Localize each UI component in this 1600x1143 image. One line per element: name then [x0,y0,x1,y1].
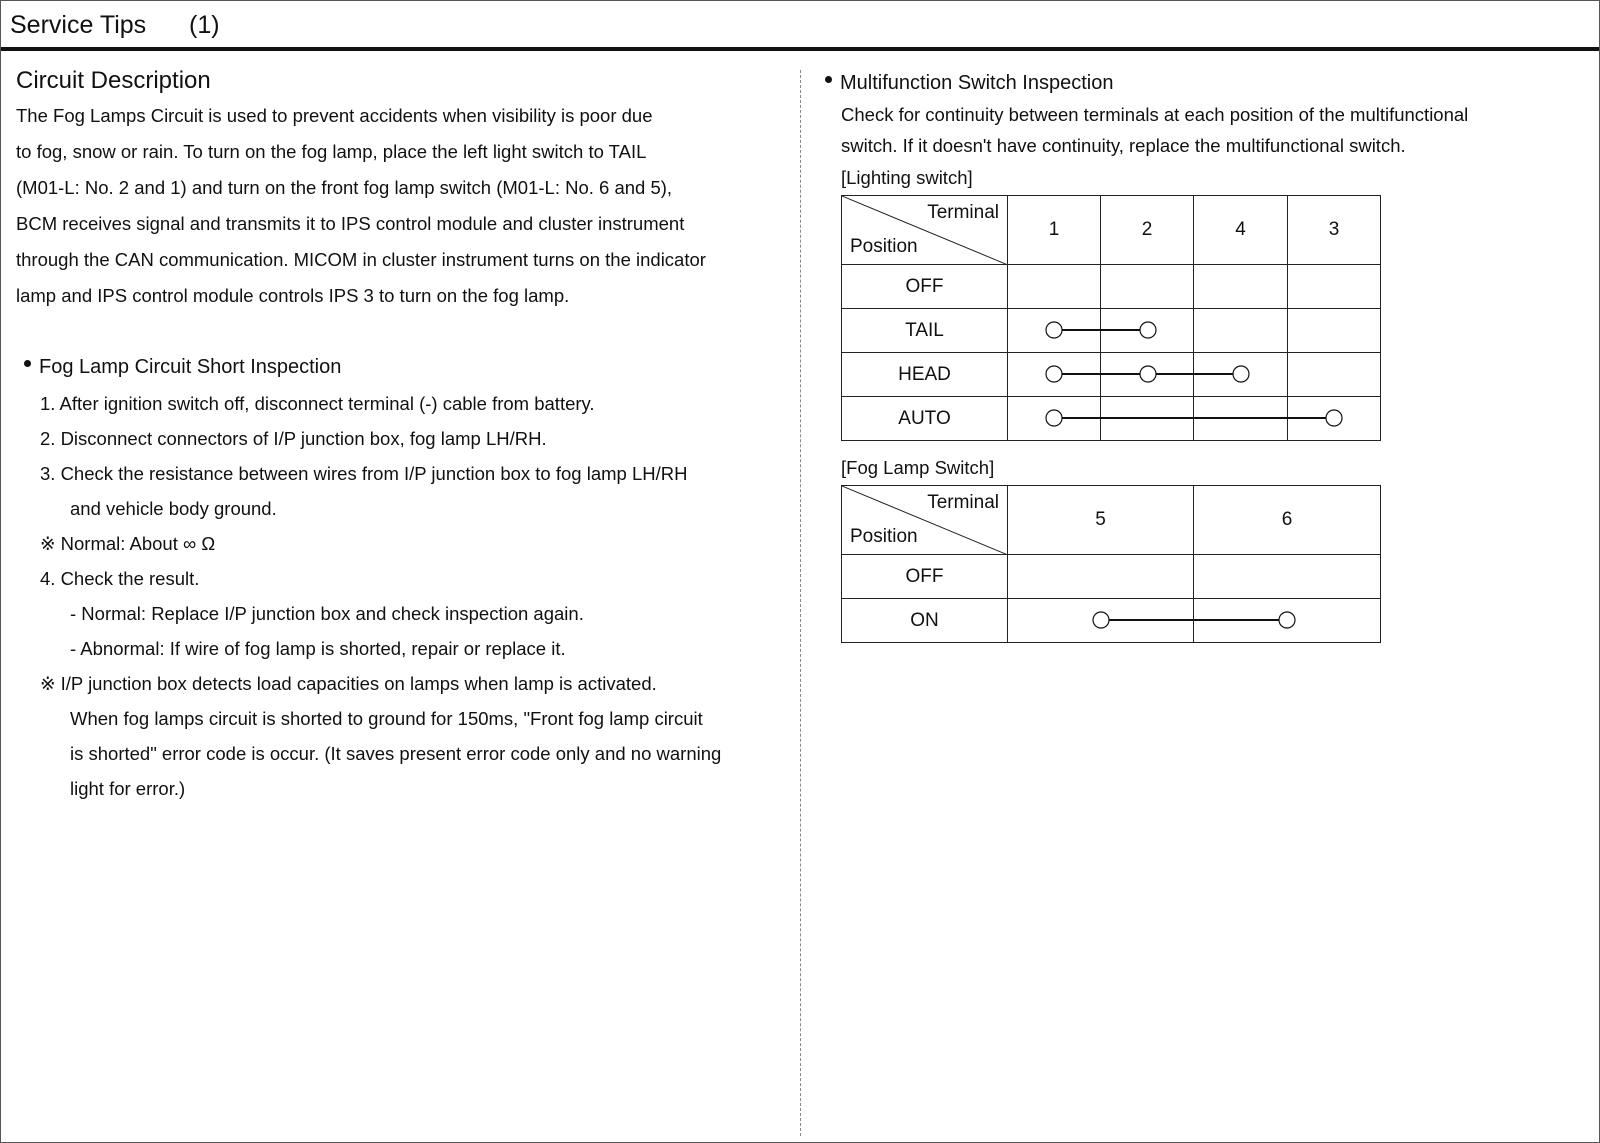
continuity-head [1046,366,1249,382]
multifunction-text: switch. If it doesn't have continuity, replace the multifunctional switch. [841,135,1406,156]
continuity-cell [1194,599,1381,643]
inspection-result: - Abnormal: If wire of fog lamp is shorted, repair or replace it. [70,638,566,659]
position-cell: OFF [842,265,1008,309]
short-inspection-title-text: Fog Lamp Circuit Short Inspection [39,356,342,378]
terminal-circle-icon [1140,322,1156,338]
continuity-auto [1046,410,1342,426]
multifunction-text: Check for continuity between terminals at each position of the multifunctional [841,104,1469,125]
terminal-circle-icon [1046,366,1062,382]
inspection-note-cont: When fog lamps circuit is shorted to ground for 150ms, "Front fog lamp circuit [70,708,703,729]
table-corner-cell [842,486,1008,555]
inspection-step: 2. Disconnect connectors of I/P junction box, fog lamp LH/RH. [40,428,547,449]
description-line: (M01-L: No. 2 and 1) and turn on the front fog lamp switch (M01-L: No. 6 and 5), [16,177,673,198]
terminal-circle-icon [1140,366,1156,382]
terminal-cell: 3 [1288,196,1381,265]
terminal-circle-icon [1046,322,1062,338]
inspection-note-cont: light for error.) [70,778,186,799]
fog-lamp-switch-label: [Fog Lamp Switch] [841,457,995,478]
terminal-circle-icon [1046,410,1062,426]
continuity-tail [1046,322,1156,338]
position-cell: AUTO [842,397,1008,441]
terminal-cell: 4 [1194,196,1288,265]
inspection-step: and vehicle body ground. [70,498,277,519]
continuity-cell [1194,555,1381,599]
inspection-result: - Normal: Replace I/P junction box and check inspection again. [70,603,584,624]
inspection-note: ※ I/P junction box detects load capacities on lamps when lamp is activated. [40,673,657,694]
terminal-circle-icon [1326,410,1342,426]
description-line: The Fog Lamps Circuit is used to prevent accidents when visibility is poor due [16,105,653,126]
page-title: Service Tips [10,11,147,39]
terminal-header: Terminal [927,202,999,223]
inspection-step: 3. Check the resistance between wires from I/P junction box to fog lamp LH/RH [40,463,688,484]
terminal-cell: 5 [1008,486,1194,555]
position-cell: ON [842,599,1008,643]
position-cell: HEAD [842,353,1008,397]
terminal-header: Terminal [927,492,999,513]
terminal-circle-icon [1233,366,1249,382]
terminal-cell: 2 [1101,196,1194,265]
description-line: through the CAN communication. MICOM in cluster instrument turns on the indicator [16,249,706,270]
description-line: lamp and IPS control module controls IPS 3 to turn on the fog lamp. [16,285,570,306]
inspection-step: 4. Check the result. [40,568,200,589]
multifunction-title-text: Multifunction Switch Inspection [840,72,1114,94]
description-line: BCM receives signal and transmits it to IPS control module and cluster instrument [16,213,685,234]
continuity-cell [1008,555,1194,599]
continuity-cell [1008,599,1194,643]
position-cell: TAIL [842,309,1008,353]
position-header: Position [850,236,918,257]
position-header: Position [850,526,918,547]
page-index: (1) [189,11,220,39]
inspection-note: ※ Normal: About ∞ Ω [40,533,216,554]
inspection-step: 1. After ignition switch off, disconnect terminal (-) cable from battery. [40,393,595,414]
terminal-cell: 1 [1008,196,1101,265]
fog-lamp-switch-table [841,485,1381,643]
circuit-description-title: Circuit Description [16,67,211,94]
description-line: to fog, snow or rain. To turn on the fog lamp, place the left light switch to TAIL [16,141,647,162]
position-cell: OFF [842,555,1008,599]
lighting-switch-label: [Lighting switch] [841,167,973,188]
inspection-note-cont: is shorted" error code is occur. (It saves present error code only and no warning [70,743,722,764]
terminal-cell: 6 [1194,486,1381,555]
